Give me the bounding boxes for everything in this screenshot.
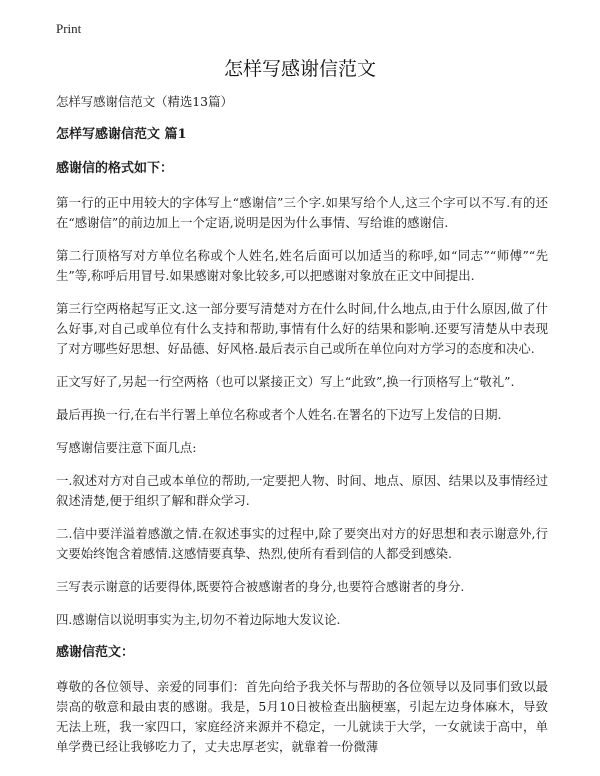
letter-body: 尊敬的各位领导、亲爱的同事们：首先向给予我关怀与帮助的各位领导以及同事们致以最崇高的敬意和最由衷的感谢。我是，5月10日被检查出脑梗塞，引起左边身体麻木，导致无法上班，我一家四口，家庭经济来源并不稳定，一儿就读于大学，一女就读于高中，单单学费已经让我够吃力了，丈夫忠厚老实，就靠着一份微薄 (56, 679, 548, 754)
paragraph-6: 写感谢信要注意下面几点: (56, 440, 197, 455)
format-heading: 感谢信的格式如下： (56, 161, 174, 176)
paragraph-10: 四.感谢信以说明事实为主,切勿不着边际地大发议论. (56, 612, 341, 627)
paragraph-8: 二.信中要洋溢着感激之情.在叙述事实的过程中,除了要突出对方的好思想和表示谢意外,行文要始终饱含着感情.这感情要真挚、热烈,使所有看到信的人都受到感染. (56, 526, 548, 561)
document-title: 怎样写感谢信范文 (223, 58, 376, 80)
paragraph-9: 三写表示谢意的话要得体,既要符合被感谢者的身分,也要符合感谢者的身分. (56, 579, 465, 594)
section-heading: 怎样写感谢信范文 篇1 (56, 127, 187, 142)
print-label: Print (56, 21, 82, 36)
letter-heading: 感谢信范文： (56, 645, 135, 660)
paragraph-1: 第一行的正中用较大的字体写上“感谢信”三个字.如果写给个人,这三个字可以不写.有的还在“感谢信”的前边加上一个定语,说明是因为什么事情、写给谁的感谢信. (56, 195, 548, 230)
paragraph-7: 一.叙述对方对自己或本单位的帮助,一定要把人物、时间、地点、原因、结果以及事情经过叙述清楚,便于组织了解和群众学习. (56, 473, 548, 508)
paragraph-5: 最后再换一行,在右半行署上单位名称或者个人姓名.在署名的下边写上发信的日期. (56, 407, 502, 422)
paragraph-3: 第三行空两格起写正文.这一部分要写清楚对方在什么时间,什么地点,由于什么原因,做了什么好事,对自己或单位有什么支持和帮助,事情有什么好的结果和影响.还要写清楚从中表现了对方哪些好思想、好品德、好风格.最后表示自己或所在单位向对方学习的态度和决心. (56, 301, 548, 356)
paragraph-2: 第二行顶格写对方单位名称或个人姓名,姓名后面可以加适当的称呼,如“同志”“师傅”“先生”等,称呼后用冒号.如果感谢对象比较多,可以把感谢对象放在正文中间提出. (56, 248, 548, 283)
document-body (56, 92, 548, 769)
document-subtitle: 怎样写感谢信范文（精选13篇） (56, 94, 233, 109)
paragraph-4: 正文写好了,另起一行空两格（也可以紧接正文）写上“此致”,换一行顶格写上“敬礼”. (56, 374, 515, 389)
